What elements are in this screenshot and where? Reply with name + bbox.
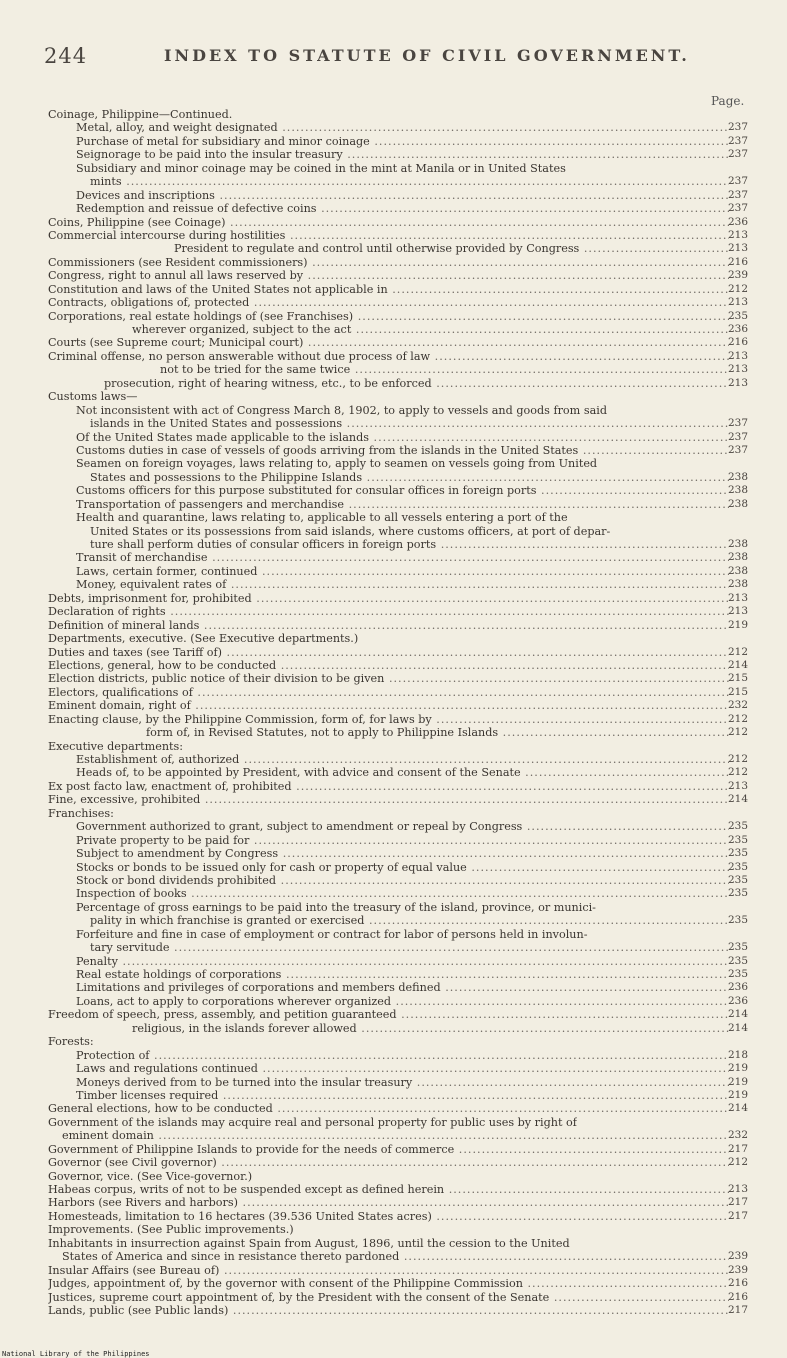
page-header [44, 44, 787, 76]
entry-text: Forfeiture and fine in case of employment or contract for labor of persons held in involun- [76, 927, 588, 941]
entry-page-number: 237 [728, 417, 749, 430]
entry-page-number: 213 [728, 591, 749, 604]
index-entry [0, 1102, 787, 1115]
index-entry [0, 740, 787, 753]
index-entry [0, 551, 787, 564]
entry-text: religious, in the islands forever allowed ..... [132, 1022, 729, 1035]
entry-page-number: 216 [728, 1290, 749, 1303]
index-entry [0, 1089, 787, 1102]
entry-text: Subsidiary and minor coinage may be coined in the mint at Manila or in United States [76, 161, 566, 175]
entry-page-number: 238 [728, 538, 749, 550]
index-entry [0, 242, 787, 255]
entry-text: Courts (see Supreme court; Municipal court) ..... [48, 336, 729, 349]
index-entry [0, 914, 787, 927]
index-entry [0, 1183, 787, 1196]
index-entry [0, 1291, 787, 1304]
index-entry [0, 780, 787, 793]
entry-text: wherever organized, subject to the act ..... [132, 323, 729, 336]
footer-credit: National Library of the Philippines [2, 1350, 150, 1358]
entry-page-number: 215 [728, 672, 749, 685]
index-entry [0, 847, 787, 860]
entry-page-number: 235 [728, 309, 749, 322]
entry-page-number: 212 [728, 712, 749, 725]
entry-text: eminent domain ..... [62, 1129, 729, 1142]
entry-page-number: 212 [728, 766, 749, 779]
entry-text: Habeas corpus, writs of not to be suspended except as defined herein ..... [48, 1183, 729, 1196]
entry-page-number: 213 [728, 605, 749, 618]
index-entry [0, 498, 787, 511]
index-entry [0, 256, 787, 269]
index-entry [0, 431, 787, 444]
entry-text: Debts, imprisonment for, prohibited ..... [48, 592, 729, 605]
entry-text: United States or its possessions from said islands, where customs officers, at port of depar- [90, 524, 611, 538]
entry-text: Eminent domain, right of ..... [48, 699, 729, 712]
page-column-label: Page. [711, 94, 745, 108]
entry-text: Homesteads, limitation to 16 hectares (39.536 United States acres) ..... [48, 1210, 729, 1223]
index-entry [0, 807, 787, 820]
entry-text: Government authorized to grant, subject to amendment or repeal by Congress ..... [76, 820, 729, 833]
entry-text: Forests: [48, 1035, 94, 1049]
index-entry [0, 1223, 787, 1236]
index-entry [0, 417, 787, 430]
index-entry [0, 1143, 787, 1156]
index-entry [0, 202, 787, 215]
page-title: INDEX TO STATUTE OF CIVIL GOVERNMENT. [164, 46, 690, 65]
entry-page-number: 219 [728, 1062, 749, 1075]
entry-text: Money, equivalent rates of ..... [76, 578, 729, 591]
index-entry [0, 619, 787, 632]
entry-page-number: 219 [728, 618, 749, 631]
index-entry [0, 444, 787, 457]
index-entry [0, 1237, 787, 1250]
entry-text: Freedom of speech, press, assembly, and petition guaranteed ..... [48, 1008, 729, 1021]
entry-page-number: 235 [728, 968, 749, 980]
entry-text: Establishment of, authorized ..... [76, 753, 729, 766]
index-entry [0, 1035, 787, 1048]
index-entry [0, 592, 787, 605]
entry-text: Government of the islands may acquire real and personal property for public uses by right of [48, 1115, 577, 1129]
index-entry [0, 726, 787, 739]
entry-page-number: 219 [728, 1088, 749, 1101]
entry-page-number: 212 [728, 282, 749, 295]
index-entry [0, 350, 787, 363]
index-entry [0, 1008, 787, 1021]
entry-page-number: 237 [728, 188, 749, 201]
index-entry [0, 646, 787, 659]
index-entry [0, 175, 787, 188]
entry-page-number: 214 [728, 658, 749, 671]
entry-page-number: 213 [728, 296, 749, 309]
index-entry [0, 135, 787, 148]
entry-page-number: 216 [728, 1277, 749, 1290]
entry-page-number: 217 [728, 1303, 749, 1316]
entry-page-number: 232 [728, 1129, 749, 1142]
index-entry [0, 108, 787, 121]
index-entry [0, 753, 787, 766]
entry-page-number: 235 [728, 847, 749, 860]
entry-text: Contracts, obligations of, protected ..... [48, 296, 729, 309]
entry-page-number: 235 [728, 914, 749, 927]
index-entry [0, 659, 787, 672]
entry-page-number: 235 [728, 833, 749, 846]
entry-text: Duties and taxes (see Tariff of) ..... [48, 646, 729, 659]
entry-page-number: 216 [728, 336, 749, 349]
entry-page-number: 238 [728, 551, 749, 564]
entry-text: General elections, how to be conducted ..... [48, 1102, 729, 1115]
entry-text: Ex post facto law, enactment of, prohibited ..... [48, 780, 729, 793]
index-entry [0, 1076, 787, 1089]
index-entry [0, 1277, 787, 1290]
entry-page-number: 214 [728, 793, 749, 806]
index-entry [0, 269, 787, 282]
entry-page-number: 213 [728, 376, 749, 389]
index-entry [0, 229, 787, 242]
entry-text: Timber licenses required ..... [76, 1089, 729, 1102]
entry-page-number: 218 [728, 1048, 749, 1061]
index-entry [0, 162, 787, 175]
entry-page-number: 237 [728, 443, 749, 456]
entry-text: Coinage, Philippine—Continued. [48, 108, 233, 121]
entry-text: Executive departments: [48, 739, 184, 753]
entry-text: Insular Affairs (see Bureau of) ..... [48, 1264, 729, 1277]
entry-text: Declaration of rights ..... [48, 605, 729, 618]
index-entry [0, 310, 787, 323]
entry-text: Metal, alloy, and weight designated ..... [76, 121, 729, 134]
index-entry [0, 1170, 787, 1183]
entry-page-number: 213 [728, 363, 749, 376]
entry-text: Transportation of passengers and merchandise ..... [76, 498, 729, 511]
index-entry [0, 283, 787, 296]
entry-text: Moneys derived from to be turned into the insular treasury ..... [76, 1076, 729, 1089]
index-entry [0, 1304, 787, 1317]
entry-text: Inspection of books ..... [76, 887, 729, 900]
entry-page-number: 235 [728, 887, 749, 900]
entry-page-number: 237 [728, 121, 749, 134]
entry-text: Definition of mineral lands ..... [48, 619, 729, 632]
entry-text: Devices and inscriptions ..... [76, 189, 729, 202]
entry-text: Constitution and laws of the United States not applicable in ..... [48, 283, 729, 296]
index-entry [0, 861, 787, 874]
entry-text: Judges, appointment of, by the governor with consent of the Philippine Commission ..... [48, 1277, 729, 1290]
entry-page-number: 236 [728, 215, 749, 228]
entry-page-number: 237 [728, 202, 749, 215]
index-entry [0, 538, 787, 551]
index-entry [0, 377, 787, 390]
entry-text: Transit of merchandise ..... [76, 551, 729, 564]
index-entry [0, 968, 787, 981]
entry-page-number: 213 [728, 242, 749, 255]
entry-text: mints ..... [90, 175, 729, 188]
entry-page-number: 212 [728, 1156, 749, 1169]
entry-text: States of America and since in resistance thereto pardoned ..... [62, 1250, 729, 1263]
entry-text: Stocks or bonds to be issued only for cash or property of equal value ..... [76, 861, 729, 874]
index-entry [0, 874, 787, 887]
entry-page-number: 213 [728, 779, 749, 792]
entry-text: Government of Philippine Islands to provide for the needs of commerce ..... [48, 1143, 729, 1156]
entry-page-number: 213 [728, 1183, 749, 1195]
index-entry [0, 457, 787, 470]
entry-text: Electors, qualifications of ..... [48, 686, 729, 699]
entry-text: Of the United States made applicable to the islands ..... [76, 431, 729, 444]
entry-text: Penalty ..... [76, 955, 729, 968]
entry-page-number: 214 [728, 1102, 749, 1115]
entry-text: pality in which franchise is granted or exercised ..... [90, 914, 729, 927]
entry-page-number: 238 [728, 564, 749, 577]
entry-text: President to regulate and control until otherwise provided by Congress ..... [174, 242, 729, 255]
entry-text: Stock or bond dividends prohibited ..... [76, 874, 729, 887]
entry-page-number: 235 [728, 954, 749, 967]
index-entry [0, 941, 787, 954]
entry-text: Commissioners (see Resident commissioners) ..... [48, 256, 729, 269]
entry-page-number: 232 [728, 699, 749, 712]
index-entry [0, 565, 787, 578]
index-entry [0, 713, 787, 726]
index-entry [0, 323, 787, 336]
entry-text: Percentage of gross earnings to be paid into the treasury of the island, province, or munici- [76, 900, 596, 914]
entry-page-number: 236 [728, 323, 749, 335]
index-entry [0, 1116, 787, 1129]
entry-text: Health and quarantine, laws relating to, applicable to all vessels entering a port of the [76, 511, 568, 525]
entry-page-number: 237 [728, 134, 749, 147]
entry-page-number: 217 [728, 1142, 749, 1155]
entry-text: islands in the United States and possessions ..... [90, 417, 729, 430]
index-entry [0, 928, 787, 941]
entry-text: Congress, right to annul all laws reserved by ..... [48, 269, 729, 282]
index-entry [0, 148, 787, 161]
index-entry [0, 1250, 787, 1263]
index-entry [0, 1156, 787, 1169]
index-entry [0, 1049, 787, 1062]
entry-text: Inhabitants in insurrection against Spain from August, 1896, until the cession to the United [48, 1236, 570, 1250]
index-entry [0, 1129, 787, 1142]
index-entry [0, 484, 787, 497]
entry-text: form of, in Revised Statutes, not to apply to Philippine Islands ..... [146, 726, 729, 739]
entry-text: Elections, general, how to be conducted ..... [48, 659, 729, 672]
entry-text: Seamen on foreign voyages, laws relating to, apply to seamen on vessels going from United [76, 457, 598, 471]
entry-text: Election districts, public notice of their division to be given ..... [48, 672, 729, 685]
entry-page-number: 239 [728, 1250, 749, 1263]
index-entry [0, 1062, 787, 1075]
entry-text: ture shall perform duties of consular officers in foreign ports ..... [90, 538, 729, 551]
index-entry [0, 887, 787, 900]
entry-page-number: 235 [728, 860, 749, 873]
index-entry [0, 390, 787, 403]
page-number: 244 [44, 44, 88, 68]
index-entry [0, 525, 787, 538]
entry-page-number: 238 [728, 578, 749, 591]
index-entry [0, 834, 787, 847]
entry-page-number: 238 [728, 484, 749, 497]
entry-text: Laws and regulations continued ..... [76, 1062, 729, 1075]
entry-page-number: 217 [728, 1196, 749, 1209]
index-entry [0, 404, 787, 417]
index-entry [0, 216, 787, 229]
entry-text: Protection of ..... [76, 1049, 729, 1062]
index-entry [0, 189, 787, 202]
entry-page-number: 212 [728, 645, 749, 658]
entry-page-number: 214 [728, 1021, 749, 1034]
entry-page-number: 239 [728, 1263, 749, 1276]
entry-page-number: 215 [728, 685, 749, 698]
entry-page-number: 212 [728, 753, 749, 765]
index-entry [0, 1196, 787, 1209]
index-entry [0, 121, 787, 134]
index-entry [0, 363, 787, 376]
entry-page-number: 235 [728, 941, 749, 954]
entry-text: Limitations and privileges of corporations and members defined ..... [76, 981, 729, 994]
entry-text: Not inconsistent with act of Congress March 8, 1902, to apply to vessels and goods from said [76, 403, 607, 417]
entry-text: Governor (see Civil governor) ..... [48, 1156, 729, 1169]
entry-page-number: 213 [728, 228, 749, 241]
entry-page-number: 235 [728, 820, 749, 833]
entry-text: Heads of, to be appointed by President, with advice and consent of the Senate ..... [76, 766, 729, 779]
entry-text: Franchises: [48, 806, 114, 820]
entry-text: Laws, certain former, continued ..... [76, 565, 729, 578]
entry-text: tary servitude ..... [90, 941, 729, 954]
index-entry [0, 955, 787, 968]
entry-text: Lands, public (see Public lands) ..... [48, 1304, 729, 1317]
entry-page-number: 212 [728, 726, 749, 739]
entry-page-number: 238 [728, 470, 749, 483]
entry-text: Commercial intercourse during hostilities ..... [48, 229, 729, 242]
index-entry [0, 511, 787, 524]
index-entry [0, 793, 787, 806]
entry-page-number: 216 [728, 255, 749, 268]
entry-page-number: 237 [728, 148, 749, 161]
entry-page-number: 239 [728, 269, 749, 282]
entry-page-number: 238 [728, 497, 749, 510]
entry-text: Redemption and reissue of defective coins ..... [76, 202, 729, 215]
entry-text: Improvements. (See Public improvements.) [48, 1223, 294, 1237]
index-entry [0, 578, 787, 591]
index-entry [0, 605, 787, 618]
entry-page-number: 237 [728, 430, 749, 443]
entry-text: Departments, executive. (See Executive departments.) [48, 632, 359, 646]
entry-text: Justices, supreme court appointment of, by the President with the consent of the Senate ..... [48, 1291, 729, 1304]
entry-text: States and possessions to the Philippine Islands ..... [90, 471, 729, 484]
entry-text: prosecution, right of hearing witness, etc., to be enforced ..... [104, 377, 729, 390]
entry-text: not to be tried for the same twice ..... [160, 363, 729, 376]
entry-text: Coins, Philippine (see Coinage) ..... [48, 216, 729, 229]
index-entry [0, 1210, 787, 1223]
entry-page-number: 236 [728, 994, 749, 1007]
entry-text: Corporations, real estate holdings of (see Franchises) ..... [48, 310, 729, 323]
entry-text: Customs laws— [48, 390, 138, 404]
index-entry [0, 901, 787, 914]
index-entries [0, 108, 787, 1317]
entry-page-number: 237 [728, 175, 749, 188]
entry-text: Fine, excessive, prohibited ..... [48, 793, 729, 806]
index-entry [0, 995, 787, 1008]
index-entry [0, 672, 787, 685]
entry-text: Purchase of metal for subsidiary and minor coinage ..... [76, 135, 729, 148]
entry-text: Enacting clause, by the Philippine Commission, form of, for laws by ..... [48, 713, 729, 726]
index-entry [0, 981, 787, 994]
entry-page-number: 213 [728, 349, 749, 362]
entry-page-number: 236 [728, 981, 749, 994]
entry-text: Customs duties in case of vessels of goods arriving from the islands in the United States ..... [76, 444, 729, 457]
entry-text: Criminal offense, no person answerable without due process of law ..... [48, 350, 729, 363]
entry-text: Seignorage to be paid into the insular treasury ..... [76, 148, 729, 161]
index-entry [0, 336, 787, 349]
entry-text: Governor, vice. (See Vice-governor.) [48, 1169, 253, 1183]
entry-text: Subject to amendment by Congress ..... [76, 847, 729, 860]
entry-text: Loans, act to apply to corporations wherever organized ..... [76, 995, 729, 1008]
index-entry [0, 1264, 787, 1277]
entry-text: Private property to be paid for ..... [76, 834, 729, 847]
entry-page-number: 217 [728, 1209, 749, 1222]
entry-text: Customs officers for this purpose substituted for consular offices in foreign ports ..... [76, 484, 729, 497]
entry-page-number: 235 [728, 873, 749, 886]
index-entry [0, 296, 787, 309]
index-entry [0, 820, 787, 833]
index-entry [0, 1022, 787, 1035]
entry-page-number: 214 [728, 1008, 749, 1021]
index-entry [0, 699, 787, 712]
index-entry [0, 686, 787, 699]
index-entry [0, 471, 787, 484]
entry-page-number: 219 [728, 1075, 749, 1088]
index-entry [0, 632, 787, 645]
entry-text: Harbors (see Rivers and harbors) ..... [48, 1196, 729, 1209]
entry-text: Real estate holdings of corporations ..... [76, 968, 729, 981]
index-entry [0, 766, 787, 779]
